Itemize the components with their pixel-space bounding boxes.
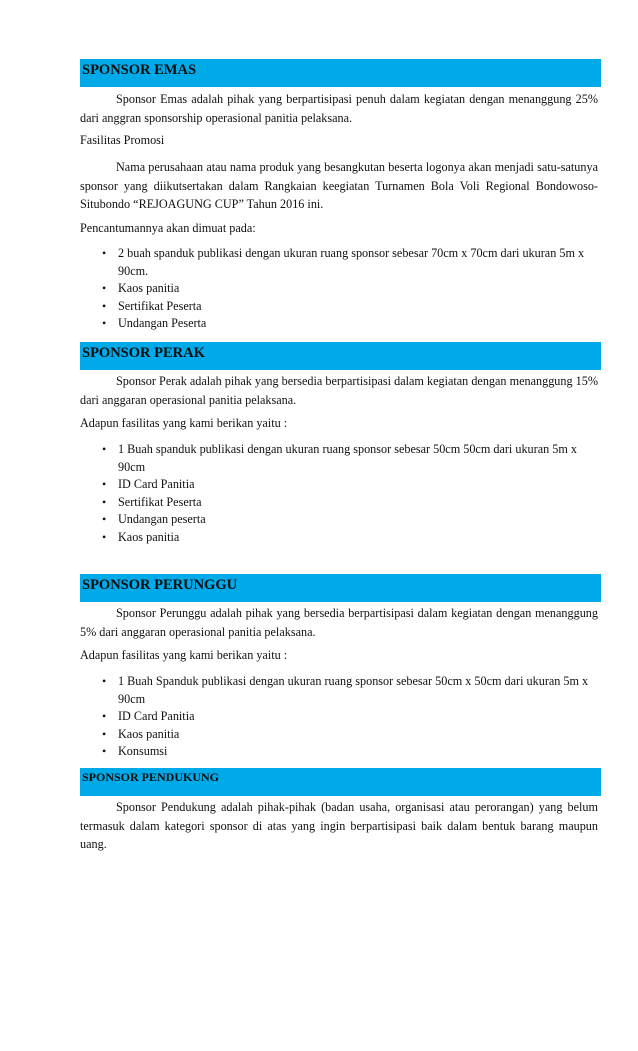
- bullet-icon: •: [102, 298, 107, 313]
- section-title: SPONSOR EMAS: [82, 62, 197, 78]
- gold-facilities-label: Fasilitas Promosi: [80, 133, 165, 147]
- list-item: • ID Card Panitia: [80, 476, 600, 494]
- support-description: Sponsor Pendukung adalah pihak-pihak (badan usaha, organisasi atau perorangan) yang belum termasuk dalam kategori sponsor di atas yang ingin berpartisipasi baik dalam bentuk barang maupun uang.: [80, 800, 598, 851]
- bullet-icon: •: [102, 726, 107, 741]
- list-item: • Sertifikat Peserta: [80, 298, 600, 316]
- bullet-icon: •: [102, 529, 107, 544]
- bullet-icon: •: [102, 674, 107, 688]
- bullet-icon: •: [102, 281, 107, 295]
- bullet-icon: •: [102, 477, 107, 491]
- section-title: SPONSOR PERAK: [82, 345, 205, 361]
- bullet-icon: •: [102, 494, 107, 509]
- list-item: • 2 buah spanduk publikasi dengan ukuran ruang sponsor sebesar 70cm x 70cm dari ukuran 5m x 90cm.: [102, 246, 585, 278]
- bullet-icon: •: [102, 512, 107, 526]
- gold-description: Sponsor Emas adalah pihak yang berpartisipasi penuh dalam kegiatan dengan menanggung 25% dari anggran sponsorship operasional panitia pelaksana.: [80, 92, 598, 125]
- list-item: • Kaos panitia: [80, 280, 600, 298]
- list-item: • ID Card Panitia: [80, 708, 600, 726]
- section-header-silver: [80, 342, 601, 370]
- section-title: SPONSOR PERUNGGU: [82, 577, 238, 593]
- list-item: • Sertifikat Peserta: [80, 494, 600, 512]
- bullet-icon: •: [102, 709, 107, 723]
- silver-facilities-label: Adapun fasilitas yang kami berikan yaitu :: [80, 416, 288, 430]
- section-header-gold: [80, 59, 601, 87]
- bronze-facility-list: [80, 673, 600, 761]
- silver-description: Sponsor Perak adalah pihak yang bersedia berpartisipasi dalam kegiatan dengan menanggung 15% dari anggaran operasional panitia pelaksana.: [80, 374, 598, 407]
- section-title: SPONSOR PENDUKUNG: [82, 770, 220, 784]
- section-header-bronze: [80, 574, 601, 602]
- bronze-description: Sponsor Perunggu adalah pihak yang bersedia berpartisipasi dalam kegiatan dengan menanggung 5% dari anggaran operasional panitia pelaksana.: [80, 606, 598, 639]
- gold-display-label: Pencantumannya akan dimuat pada:: [80, 221, 256, 235]
- list-item: • Konsumsi: [80, 743, 600, 761]
- list-item: • Undangan peserta: [80, 511, 600, 529]
- silver-facility-list: [80, 441, 600, 546]
- bullet-icon: •: [102, 246, 107, 260]
- list-item: • Kaos panitia: [80, 529, 600, 547]
- list-item: • 1 Buah spanduk publikasi dengan ukuran ruang sponsor sebesar 50cm 50cm dari ukuran 5m x 90cm: [102, 442, 577, 474]
- section-header-support: [80, 768, 601, 796]
- gold-facility-list: [80, 245, 600, 333]
- bullet-icon: •: [102, 744, 107, 758]
- gold-promo-text: Nama perusahaan atau nama produk yang besangkutan beserta logonya akan menjadi satu-satunya sponsor yang diikutsertakan dalam Rangkaian keegiatan Turnamen Bola Voli Regional Bondowoso-Situbondo “REJOAGUNG CUP” Tahun 2016 ini.: [80, 160, 598, 211]
- bullet-icon: •: [102, 316, 107, 330]
- list-item: • 1 Buah Spanduk publikasi dengan ukuran ruang sponsor sebesar 50cm x 50cm dari ukuran 5m x 90cm: [102, 674, 589, 706]
- list-item: • Kaos panitia: [80, 726, 600, 744]
- bullet-icon: •: [102, 442, 107, 456]
- list-item: • Undangan Peserta: [80, 315, 600, 333]
- bronze-facilities-label: Adapun fasilitas yang kami berikan yaitu :: [80, 648, 288, 662]
